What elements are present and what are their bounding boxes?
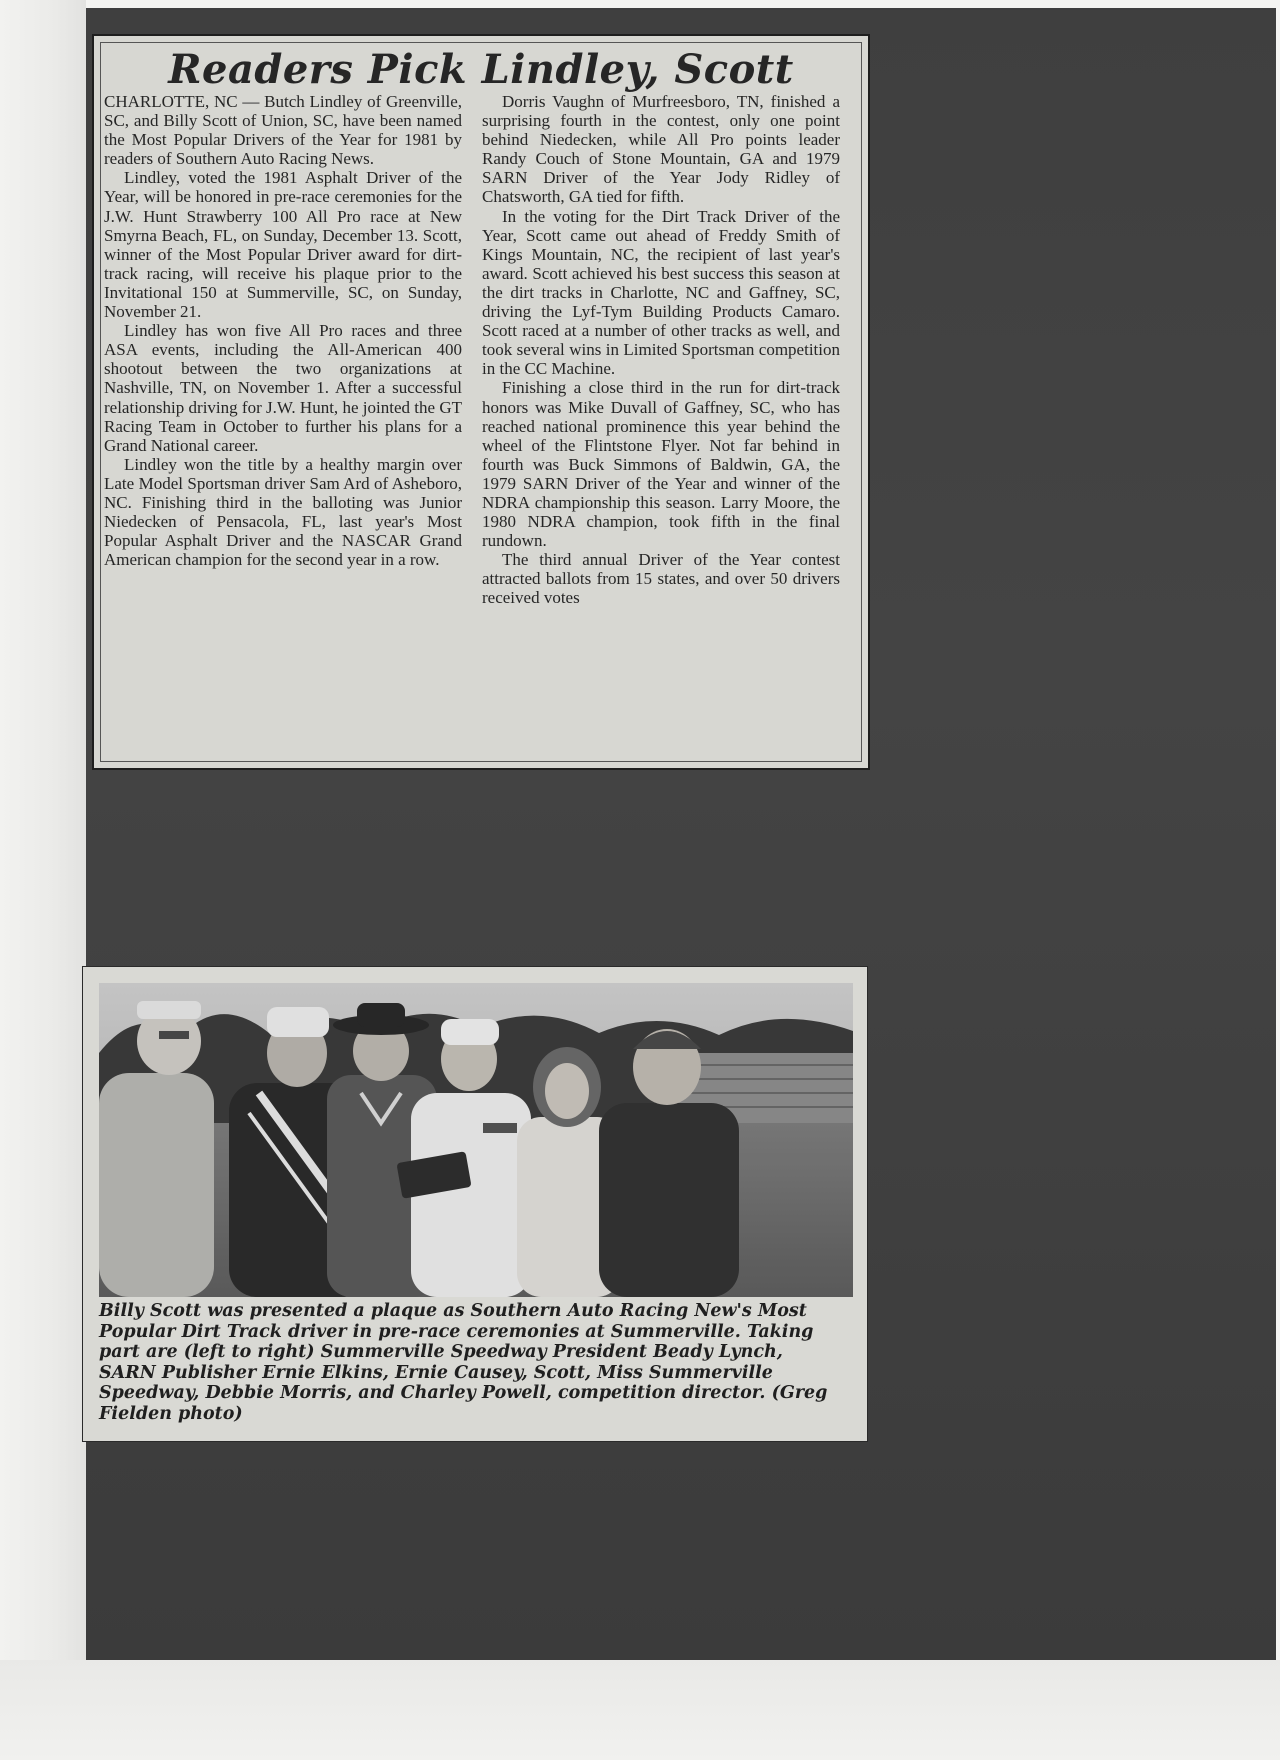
article-paragraph: Dorris Vaughn of Murfreesboro, TN, finished a surprising fourth in the contest, only one point behind Niedecken, while All Pro points leader Randy Couch of Stone Mountain, GA and 1979 SARN Driver of the Year Jody Ridley of Chatsworth, GA tied for fifth. bbox=[482, 92, 840, 207]
photo-caption bbox=[99, 1301, 855, 1424]
caption-line: SARN Publisher Ernie Elkins, Ernie Causey, Scott, Miss Summerville bbox=[99, 1362, 773, 1383]
article-paragraph: Lindley, voted the 1981 Asphalt Driver of the Year, will be honored in pre-race ceremonies for the J.W. Hunt Strawberry 100 All Pro race at New Smyrna Beach, FL, on Sunday, December 13. Scott, winner of the Most Popular Driver award for dirt-track racing, will receive his plaque prior to the Invitational 150 at Summerville, SC, on Sunday, November 21. bbox=[104, 168, 462, 322]
caption-line: Speedway, Debbie Morris, and Charley Powell, competition director. (Greg bbox=[99, 1383, 828, 1403]
article-left-column bbox=[104, 92, 462, 569]
article-clipping bbox=[92, 34, 870, 770]
news-photo bbox=[99, 983, 853, 1297]
caption-line: Billy Scott was presented a plaque as Southern Auto Racing New's Most bbox=[99, 1301, 807, 1321]
article-headline: Readers Pick Lindley, Scott bbox=[168, 46, 794, 93]
article-paragraph: The third annual Driver of the Year contest attracted ballots from 15 states, and over 50 drivers received votes bbox=[482, 550, 840, 608]
article-paragraph: Lindley has won five All Pro races and three ASA events, including the All-American 400 shootout between the two organizations at Nashville, TN, on November 1. After a successful relationship driving for J.W. Hunt, he jointed the GT Racing Team in October to further his plans for a Grand National career. bbox=[104, 321, 462, 455]
news-photo-drawing bbox=[99, 983, 853, 1297]
article-right-column bbox=[482, 92, 840, 608]
photo-clipping bbox=[82, 966, 868, 1442]
caption-line: Popular Dirt Track driver in pre-race ceremonies at Summerville. Taking bbox=[99, 1321, 814, 1342]
article-paragraph: Finishing a close third in the run for dirt-track honors was Mike Duvall of Gaffney, SC, who has reached national prominence this year behind the wheel of the Flintstone Flyer. Not far behind in fourth was Buck Simmons of Baldwin, GA, the 1979 SARN Driver of the Year and winner of the NDRA championship this season. Larry Moore, the 1980 NDRA champion, took fifth in the final rundown. bbox=[482, 378, 840, 551]
plastic-sleeve-edge bbox=[0, 0, 86, 1760]
article-paragraph: In the voting for the Dirt Track Driver of the Year, Scott came out ahead of Freddy Smith of Kings Mountain, NC, the recipient of last year's award. Scott achieved his best success this season at the dirt tracks in Charlotte, NC and Gaffney, SC, driving the Lyf-Tym Building Products Camaro. Scott raced at a number of other tracks as well, and took several wins in Limited Sportsman competition in the CC Machine. bbox=[482, 206, 840, 379]
article-paragraph: Lindley won the title by a healthy margin over Late Model Sportsman driver Sam Ard of Asheboro, NC. Finishing third in the balloting was Junior Niedecken of Pensacola, FL, last year's Most Popular Asphalt Driver and the NASCAR Grand American champion for the second year in a row. bbox=[104, 454, 462, 570]
article-paragraph: CHARLOTTE, NC — Butch Lindley of Greenville, SC, and Billy Scott of Union, SC, have been named the Most Popular Drivers of the Year for 1981 by readers of Southern Auto Racing News. bbox=[104, 92, 462, 169]
caption-line: part are (left to right) Summerville Speedway President Beady Lynch, bbox=[99, 1342, 783, 1362]
caption-line: Fielden photo) bbox=[99, 1403, 243, 1424]
sleeve-bottom bbox=[0, 1660, 1280, 1760]
